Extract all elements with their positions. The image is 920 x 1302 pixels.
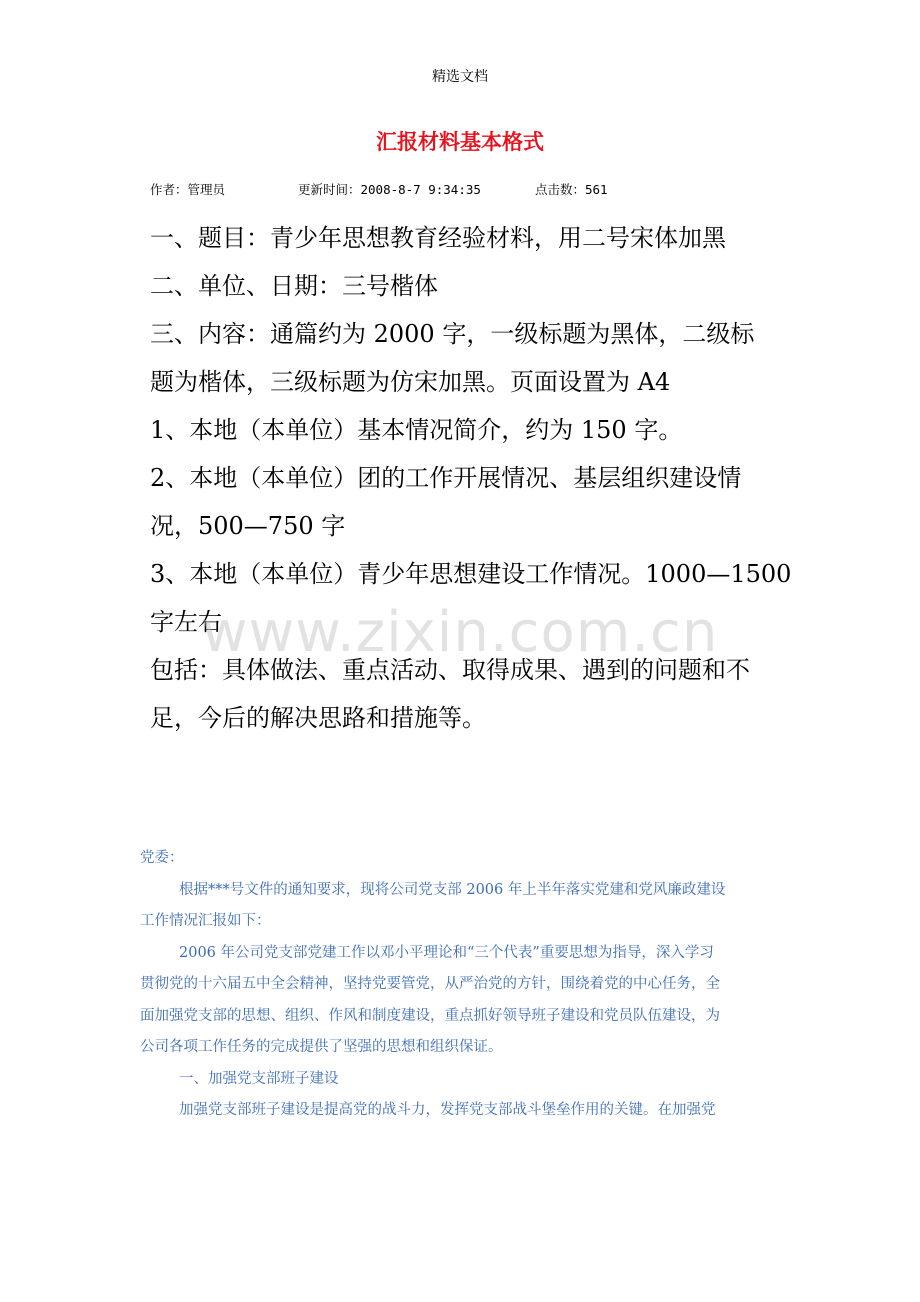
report-section-heading: 一、加强党支部班子建设 — [179, 1070, 339, 1087]
document-title: 汇报材料基本格式 — [376, 130, 544, 154]
outline-line: 二、单位、日期：三号楷体 — [150, 272, 438, 300]
outline-line: 字左右 — [150, 608, 222, 636]
outline-line: 题为楷体，三级标题为仿宋加黑。页面设置为 A4 — [150, 368, 671, 396]
report-line: 2006 年公司党支部党建工作以邓小平理论和“三个代表”重要思想为指导，深入学习 — [179, 944, 714, 961]
meta-updated: 更新时间：2008-8-7 9:34:35 — [298, 182, 481, 197]
report-line: 公司各项工作任务的完成提供了坚强的思想和组织保证。 — [140, 1039, 503, 1055]
outline-line: 足，今后的解决思路和措施等。 — [150, 704, 486, 732]
report-line: 根据***号文件的通知要求，现将公司党支部 2006 年上半年落实党建和党风廉政建设 — [179, 881, 726, 898]
report-line: 工作情况汇报如下： — [140, 913, 271, 929]
document-meta — [150, 180, 608, 198]
outline-line: 三、内容：通篇约为 2000 字，一级标题为黑体，二级标 — [150, 320, 755, 348]
report-line: 贯彻党的十六届五中全会精神，坚持党要管党，从严治党的方针，围绕着党的中心任务，全 — [140, 976, 720, 992]
meta-clicks: 点击数：561 — [535, 182, 608, 197]
report-line: 加强党支部班子建设是提高党的战斗力，发挥党支部战斗堡垒作用的关键。在加强党 — [179, 1102, 716, 1118]
meta-author: 作者：管理员 — [150, 182, 226, 197]
watermark: www.zixin.com.cn — [201, 600, 719, 665]
outline-line: 2、本地（本单位）团的工作开展情况、基层组织建设情 — [150, 464, 742, 492]
page-header-label: 精选文档 — [432, 69, 488, 85]
outline-line: 包括：具体做法、重点活动、取得成果、遇到的问题和不 — [150, 656, 750, 684]
outline-line: 3、本地（本单位）青少年思想建设工作情况。1000—1500 — [150, 560, 792, 588]
report-body — [140, 843, 784, 1127]
outline-line: 况，500—750 字 — [150, 512, 346, 540]
report-salutation: 党委： — [140, 850, 184, 866]
outline-line: 一、题目：青少年思想教育经验材料，用二号宋体加黑 — [150, 224, 726, 252]
report-line: 面加强党支部的思想、组织、作风和制度建设，重点抓好领导班子建设和党员队伍建设，为 — [140, 1007, 720, 1024]
outline-line: 1、本地（本单位）基本情况简介，约为 150 字。 — [150, 416, 683, 444]
